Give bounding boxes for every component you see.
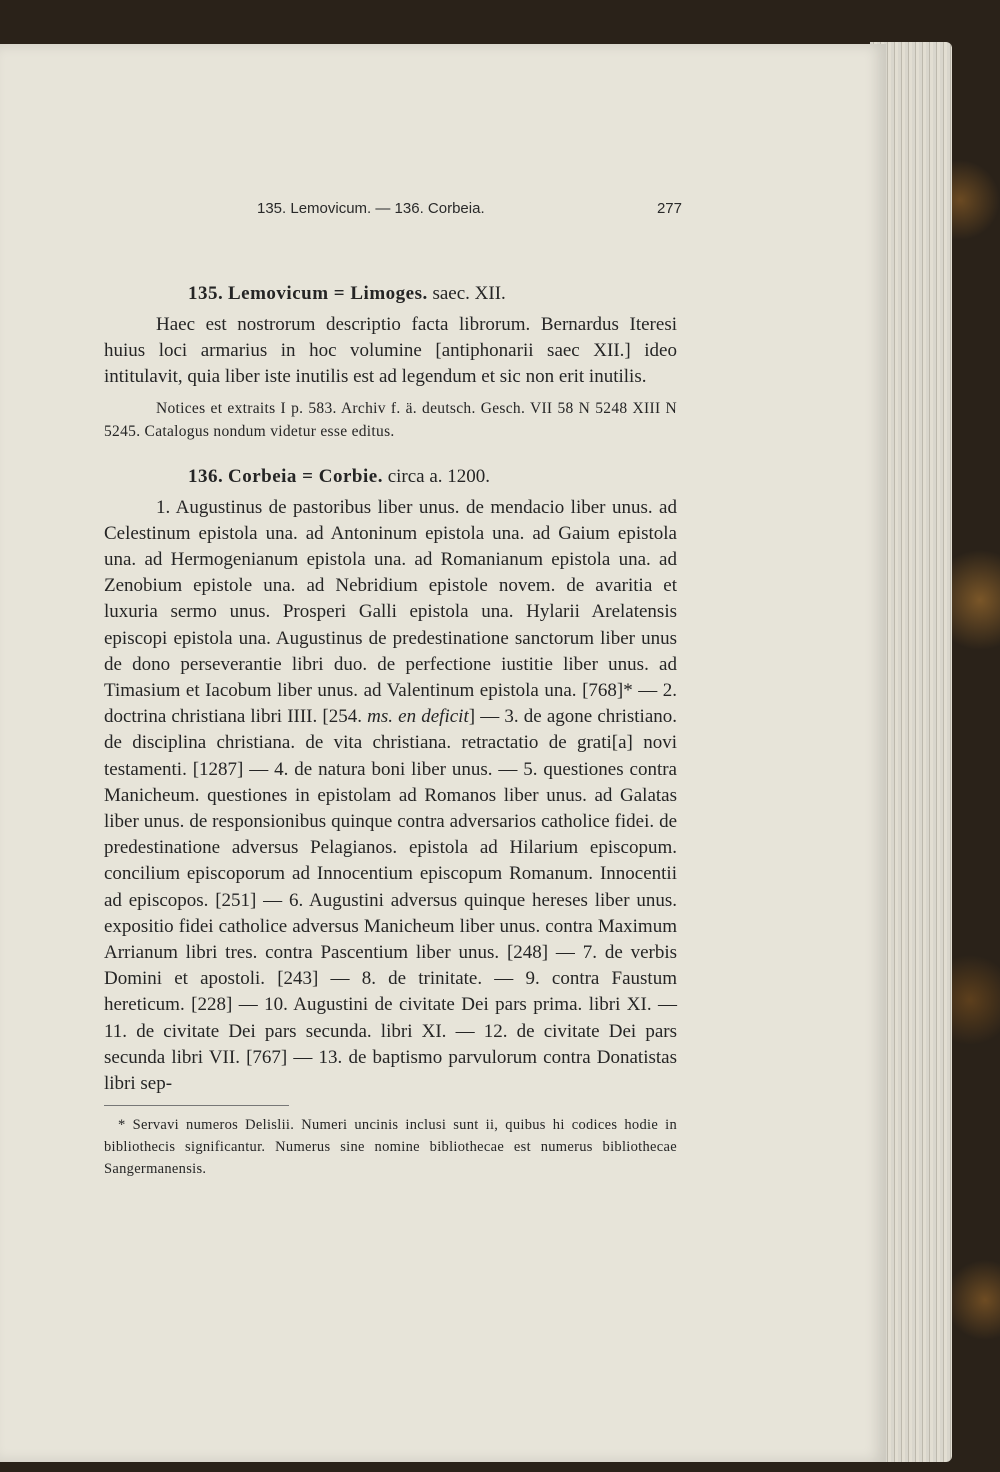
section-135-number: 135. (188, 283, 224, 304)
section-136-number: 136. (188, 465, 224, 487)
section-135-date: saec. XII. (432, 283, 506, 304)
section-136-italic-note: ms. en deficit (367, 706, 469, 728)
section-136-text (104, 495, 677, 1098)
footnote: * Servavi numeros Delislii. Numeri uncinis inclusi sunt ii, quibus hi codices hodie in bibliothecis significantur. Numerus sine nomine bibliothecae est numerus bibliothecae Sangermanensis. (104, 1117, 677, 1178)
section-136-text-a: 1. Augustinus de pastoribus liber unus. de mendacio liber unus. ad Celestinum epistola una. ad Antoninum epistola una. ad Gaium epistola una. ad Hermogenianum epistola una. ad Romanianum epistola una. ad Zenobium epistole una. ad Nebridium epistole novem. de avaritia et luxuria sermo unus. Prosperi Galli epistola una. Hylarii Arelatensis episcopi epistola una. Augustinus de predestinatione sanctorum liber unus de dono perseverantie libri duo. de perfectione iustitie liber unus. ad Timasium et Iacobum liber unus. ad Valentinum epistola una. [768]* — 2. doctrina christiana libri IIII. [254. (104, 496, 677, 728)
section-135-note: Notices et extraits I p. 583. Archiv f. ä. deutsch. Gesch. VII 58 N 5248 XIII N 5245. Catalogus nondum videtur esse editus. (104, 399, 677, 440)
section-136-date: circa a. 1200. (387, 465, 491, 487)
section-136-title: Corbeia = Corbie. (228, 465, 383, 487)
page-content (104, 280, 677, 1180)
section-135-heading (104, 280, 677, 308)
section-135-text: Haec est nostrorum descriptio facta librorum. Bernardus Iteresi huius loci armarius in hoc volumine [antiphonarii saec XII.] ideo intitulavit, quia liber iste inutilis est ad legendum et sic non erit inutilis. (104, 314, 677, 388)
running-title: 135. Lemovicum. — 136. Corbeia. (257, 200, 485, 217)
section-136-heading (104, 463, 677, 491)
footnote-rule (104, 1105, 289, 1106)
section-135-title: Lemovicum = Limoges. (228, 283, 428, 304)
page-number: 277 (656, 200, 682, 217)
section-136-text-b: ] — 3. de agone christiano. de disciplina christiana. de vita christiana. retractatio de grati[a] novi testamenti. [1287] — 4. de natura boni liber unus. — 5. questiones contra Manicheum. questiones in epistolam ad Romanos liber unus. ad Galatas liber unus. de responsionibus quinque contra adversarios catholice fidei. de predestinatione adversus Pelagianos. epistola ad Hilarium episcopum. concilium episcoporum ad Innocentium episcopum Romanum. Innocentii ad episcopos. [251] — 6. Augustini adversus quinque hereses liber unus. expositio fidei catholice adversus Manicheum liber unus. contra Maximum Arrianum libri tres. contra Pascentium liber unus. [248] — 7. de verbis Domini et apostoli. [243] — 8. de trinitate. — 9. contra Faustum hereticum. [228] — 10. Augustini de civitate Dei pars prima. libri XI. — 11. de civitate Dei pars secunda. libri XI. — 12. de civitate Dei pars secunda libri VII. [767] — 13. de baptismo parvulorum contra Donatistas libri sep- (104, 706, 678, 1095)
